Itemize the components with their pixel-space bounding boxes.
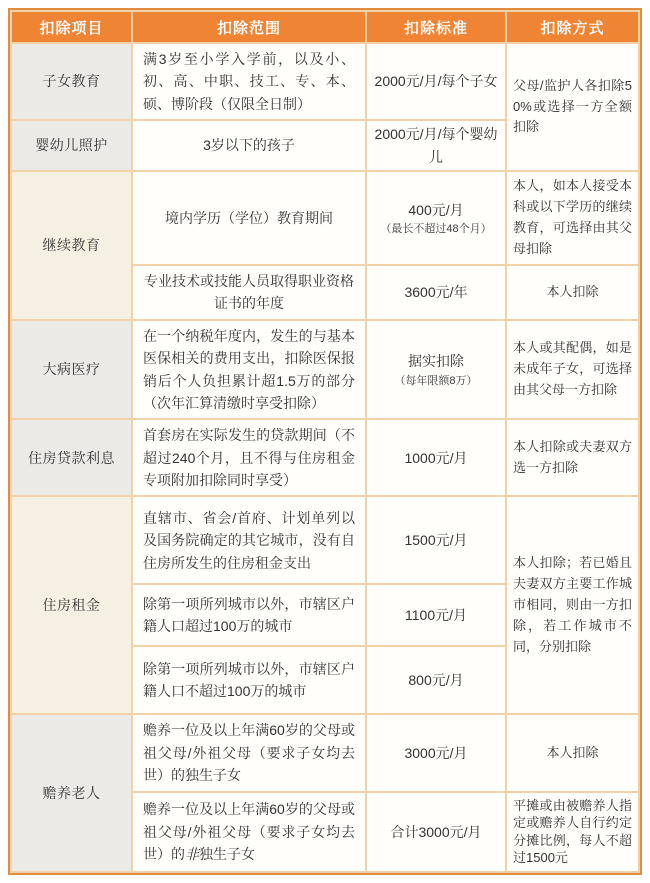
row-children-education [12, 44, 638, 119]
row-elderly-support-only-child [12, 715, 638, 790]
scope-elderly-support-non-only-child [133, 793, 365, 871]
method-elderly-support-only-child: 本人扣除 [507, 715, 638, 790]
scope-text-pre: 赡养一位及以上年满60岁的父母或祖父母/外祖父母（要求子女均去世）的 [143, 801, 355, 862]
standard-continuing-education-certificate: 3600元/年 [367, 266, 505, 319]
item-major-illness: 大病医疗 [12, 321, 131, 419]
method-major-illness: 本人或其配偶，如是未成年子女，可选择由其父母一方扣除 [507, 321, 638, 419]
scope-infant-care: 3岁以下的孩子 [133, 121, 365, 170]
row-mortgage-interest [12, 420, 638, 495]
scope-continuing-education-degree: 境内学历（学位）教育期间 [133, 172, 365, 264]
standard-note: （最长不超过48个月） [380, 223, 492, 236]
item-housing-rent: 住房租金 [12, 497, 131, 713]
scope-text-post: 独生子女 [199, 845, 255, 862]
item-continuing-education: 继续教育 [12, 172, 131, 319]
method-children-infant: 父母/监护人各扣除50%或选择一方全额扣除 [507, 44, 638, 170]
item-infant-care: 婴幼儿照护 [12, 121, 131, 170]
row-continuing-education-degree [12, 172, 638, 264]
standard-elderly-support-only-child: 3000元/月 [367, 715, 505, 790]
standard-housing-rent-tier2: 1100元/月 [367, 585, 505, 645]
item-children-education: 子女教育 [12, 44, 131, 119]
col-header-method: 扣除方式 [507, 12, 638, 42]
col-header-standard: 扣除标准 [367, 12, 505, 42]
method-mortgage-interest: 本人扣除或夫妻双方选一方扣除 [507, 420, 638, 495]
scope-children-education: 满3岁至小学入学前，以及小、初、高、中职、技工、专、本、硕、博阶段（仅限全日制） [133, 44, 365, 119]
method-housing-rent: 本人扣除；若已婚且夫妻双方主要工作城市相同，则由一方扣除，若工作城市不同，分别扣除 [507, 497, 638, 713]
deduction-table [8, 8, 642, 875]
standard-note: （每年限额8万） [394, 374, 478, 387]
standard-elderly-support-non-only-child: 合计3000元/月 [367, 793, 505, 871]
row-housing-rent-tier1 [12, 497, 638, 583]
standard-housing-rent-tier3: 800元/月 [367, 647, 505, 713]
scope-housing-rent-tier2: 除第一项所列城市以外，市辖区户籍人口超过100万的城市 [133, 585, 365, 645]
standard-continuing-education-degree [367, 172, 505, 264]
scope-text-emphasis: 非 [185, 845, 199, 862]
standard-housing-rent-tier1: 1500元/月 [367, 497, 505, 583]
standard-children-education: 2000元/月/每个子女 [367, 44, 505, 119]
col-header-item: 扣除项目 [12, 12, 131, 42]
item-mortgage-interest: 住房贷款利息 [12, 420, 131, 495]
method-continuing-education-certificate: 本人扣除 [507, 266, 638, 319]
scope-continuing-education-certificate: 专业技术或技能人员取得职业资格证书的年度 [133, 266, 365, 319]
method-elderly-support-non-only-child: 平摊或由被赡养人指定或赡养人自行约定分摊比例，每人不超过1500元 [507, 793, 638, 871]
standard-major-illness [367, 321, 505, 419]
row-major-illness [12, 321, 638, 419]
method-continuing-education-degree: 本人，如本人接受本科或以下学历的继续教育，可选择由其父母扣除 [507, 172, 638, 264]
scope-housing-rent-tier3: 除第一项所列城市以外，市辖区户籍人口不超过100万的城市 [133, 647, 365, 713]
scope-mortgage-interest: 首套房在实际发生的贷款期间（不超过240个月，且不得与住房租金专项附加扣除同时享受） [133, 420, 365, 495]
scope-housing-rent-tier1: 直辖市、省会/首府、计划单列以及国务院确定的其它城市，没有自住房所发生的住房租金支出 [133, 497, 365, 583]
col-header-scope: 扣除范围 [133, 12, 365, 42]
standard-value: 400元/月 [408, 201, 464, 218]
standard-value: 据实扣除 [408, 353, 464, 370]
scope-elderly-support-only-child: 赡养一位及以上年满60岁的父母或祖父母/外祖父母（要求子女均去世）的独生子女 [133, 715, 365, 790]
standard-infant-care: 2000元/月/每个婴幼儿 [367, 121, 505, 170]
header-row [12, 12, 638, 42]
scope-major-illness: 在一个纳税年度内，发生的与基本医保相关的费用支出，扣除医保报销后个人负担累计超1.5万的部分（次年汇算清缴时享受扣除） [133, 321, 365, 419]
standard-mortgage-interest: 1000元/月 [367, 420, 505, 495]
item-elderly-support: 赡养老人 [12, 715, 131, 870]
